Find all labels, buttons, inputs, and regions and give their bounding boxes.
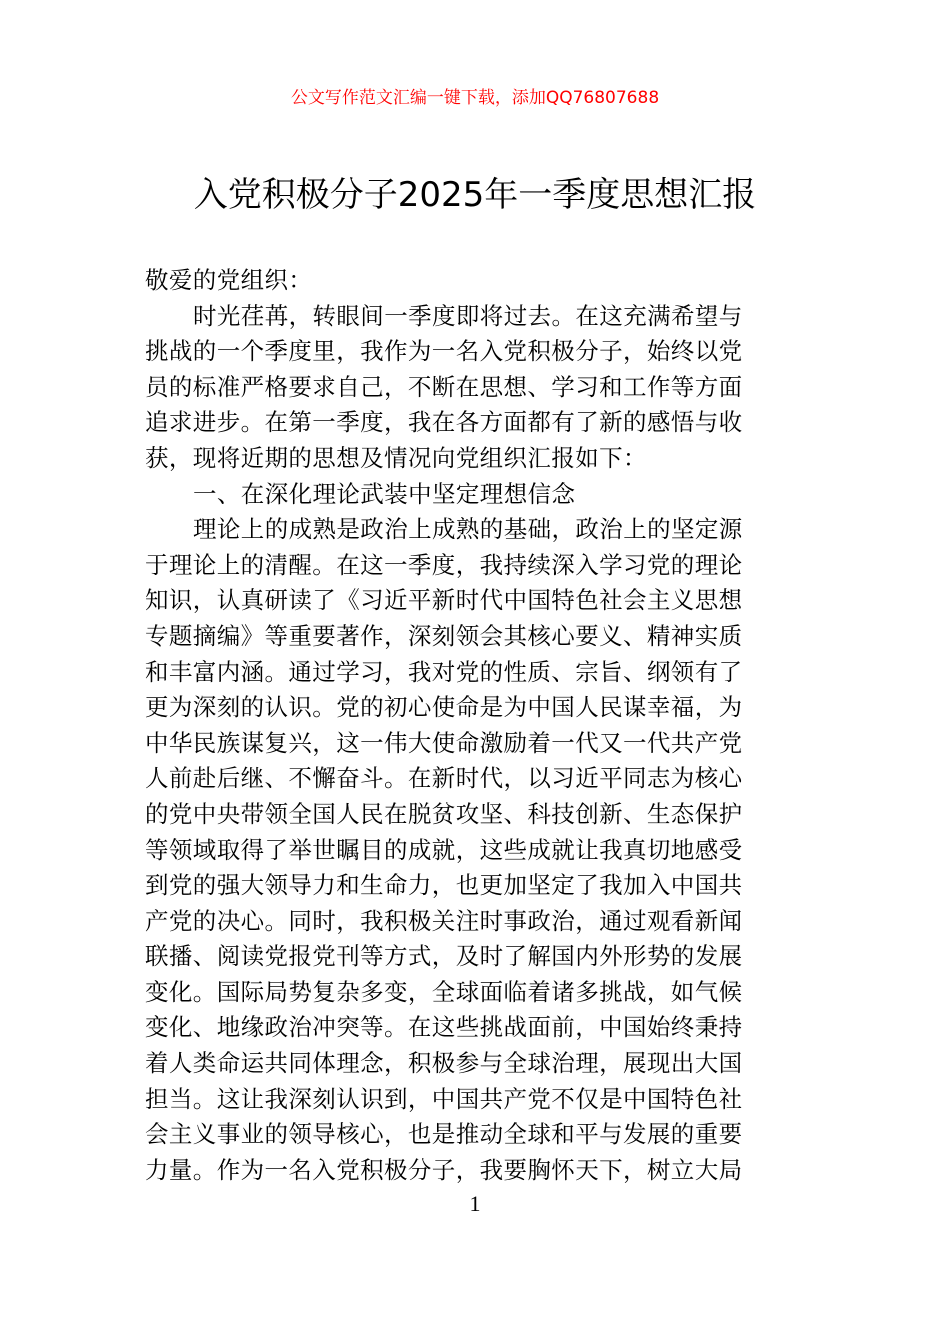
text-line: 中华民族谋复兴，这一伟大使命激励着一代又一代共产党 [145,728,743,757]
download-note: 公文写作范文汇编一键下载，添加QQ76807688 [290,88,660,108]
text-line: 联播、阅读党报党刊等方式，及时了解国内外形势的发展 [145,942,743,971]
section-heading: 一、在深化理论武装中坚定理想信念 [193,479,576,508]
text-line: 担当。这让我深刻认识到，中国共产党不仅是中国特色社 [145,1084,743,1113]
text-line: 挑战的一个季度里，我作为一名入党积极分子，始终以党 [145,337,743,366]
page-title: 入党积极分子2025年一季度思想汇报 [193,175,757,215]
text-line: 理论上的成熟是政治上成熟的基础，政治上的坚定源 [193,515,743,544]
text-line: 变化。国际局势复杂多变，全球面临着诸多挑战，如气候 [145,977,743,1006]
text-line: 会主义事业的领导核心，也是推动全球和平与发展的重要 [145,1120,743,1149]
text-line: 专题摘编》等重要著作，深刻领会其核心要义、精神实质 [145,621,743,650]
text-line: 人前赴后继、不懈奋斗。在新时代，以习近平同志为核心 [145,764,743,793]
text-line: 力量。作为一名入党积极分子，我要胸怀天下，树立大局 [145,1155,743,1184]
text-line: 获，现将近期的思想及情况向党组织汇报如下： [145,443,647,472]
text-line: 产党的决心。同时，我积极关注时事政治，通过观看新闻 [145,906,743,935]
text-line: 着人类命运共同体理念，积极参与全球治理，展现出大国 [145,1049,743,1078]
text-line: 员的标准严格要求自己，不断在思想、学习和工作等方面 [145,372,743,401]
text-line: 时光荏苒，转眼间一季度即将过去。在这充满希望与 [193,301,743,330]
document-body [145,263,810,1188]
text-line: 变化、地缘政治冲突等。在这些挑战面前，中国始终秉持 [145,1013,743,1042]
text-line: 等领域取得了举世瞩目的成就，这些成就让我真切地感受 [145,835,743,864]
text-line: 更为深刻的认识。党的初心使命是为中国人民谋幸福，为 [145,693,743,722]
text-line: 于理论上的清醒。在这一季度，我持续深入学习党的理论 [145,550,743,579]
salutation: 敬爱的党组织： [145,266,313,294]
text-line: 到党的强大领导力和生命力，也更加坚定了我加入中国共 [145,871,743,900]
text-line: 和丰富内涵。通过学习，我对党的性质、宗旨、纲领有了 [145,657,743,686]
text-line: 知识，认真研读了《习近平新时代中国特色社会主义思想 [145,586,743,615]
text-line: 追求进步。在第一季度，我在各方面都有了新的感悟与收 [145,408,743,437]
text-line: 的党中央带领全国人民在脱贫攻坚、科技创新、生态保护 [145,799,743,828]
page-number: 1 [469,1191,481,1216]
